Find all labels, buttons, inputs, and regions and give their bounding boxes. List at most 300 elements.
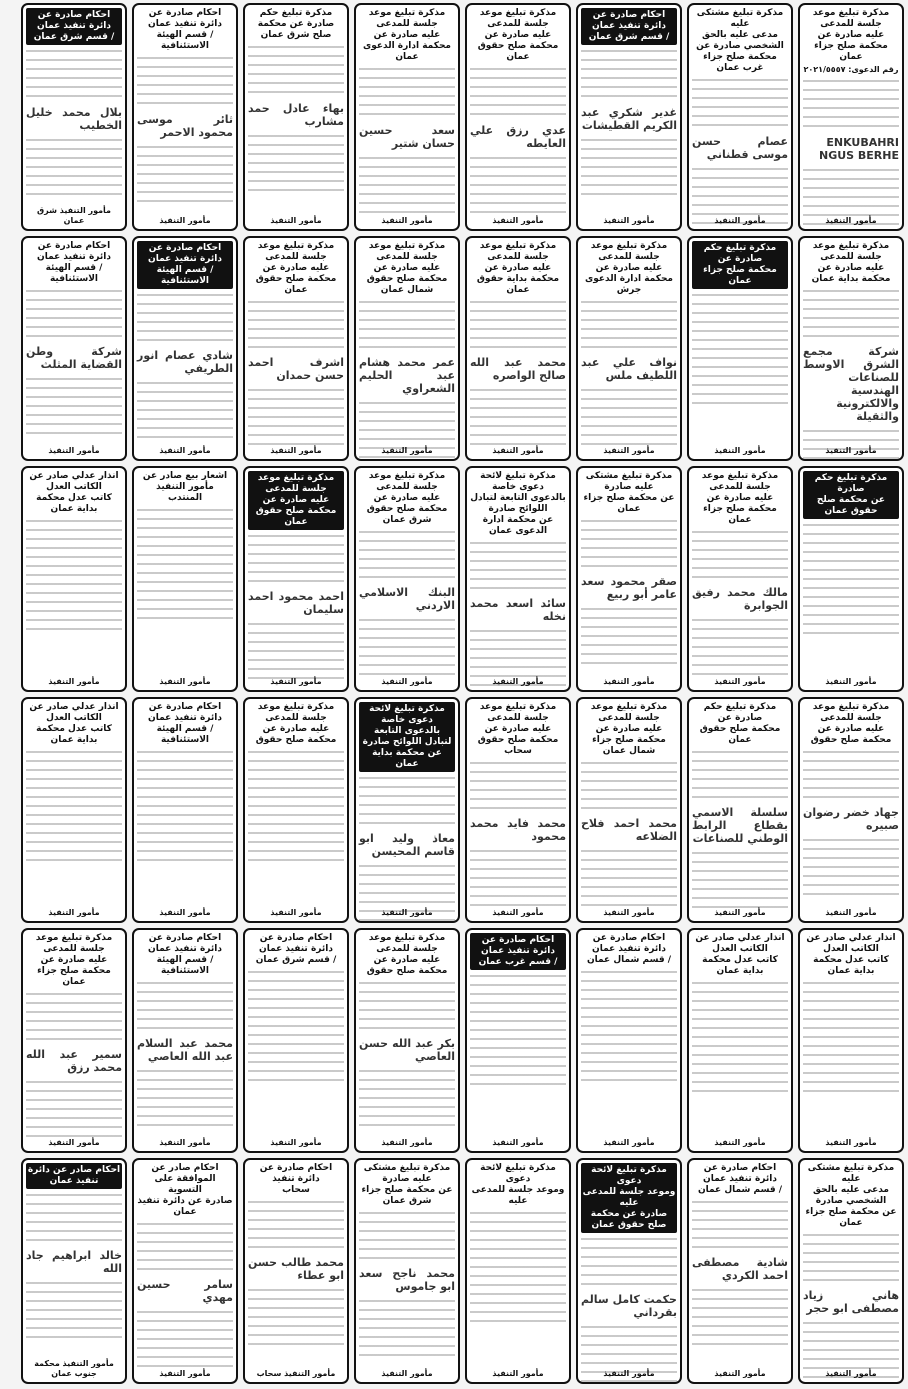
body-text-lines bbox=[470, 154, 566, 216]
legal-notice bbox=[687, 928, 793, 1153]
legal-notice bbox=[687, 236, 793, 461]
notice-footer: مأمور التنفيذ bbox=[159, 446, 211, 455]
party-name: محمد احمد فلاح الضلاعه bbox=[581, 817, 677, 844]
body-text-lines bbox=[248, 968, 344, 1022]
notice-header: مذكرة تبليغ موعد جلسة للمدعى عليه صادرة عن محكمة صلح حقوق عمان bbox=[248, 471, 344, 530]
notice-body bbox=[359, 65, 455, 203]
party-name: محمد طالب حسن ابو عطاء bbox=[248, 1256, 344, 1283]
body-text-lines bbox=[248, 1286, 344, 1347]
legal-notice bbox=[576, 466, 682, 692]
body-text-lines bbox=[581, 968, 677, 1022]
notice-footer: مأمور التنفيذ bbox=[825, 216, 877, 225]
notice-header: انذار عدلي صادر عن الكاتب العدل كاتب عدل محكمة بداية عمان bbox=[29, 471, 119, 514]
notice-body bbox=[581, 298, 677, 433]
notice-footer: مأمور التنفيذ bbox=[381, 908, 433, 917]
party-name: محمد عبد السلام عبد الله العاصي bbox=[137, 1037, 233, 1063]
party-name: بلال محمد خليل الخطيب bbox=[26, 106, 122, 133]
legal-notice bbox=[132, 928, 238, 1153]
body-text-lines bbox=[359, 65, 455, 120]
notice-header: انذار عدلي صادر عن الكاتب العدل كاتب عدل محكمة بداية عمان bbox=[695, 933, 785, 976]
legal-notice bbox=[21, 697, 127, 923]
body-text-lines bbox=[26, 1078, 122, 1139]
body-text-lines bbox=[692, 1033, 788, 1094]
body-text-lines bbox=[803, 836, 899, 897]
notice-body bbox=[470, 759, 566, 895]
notice-body bbox=[470, 1209, 566, 1345]
body-text-lines bbox=[470, 386, 566, 447]
party-name: بكر عبد الله حسن العاصي bbox=[359, 1037, 455, 1063]
body-text-lines bbox=[803, 575, 899, 636]
notice-footer: مأمور التنفيذ bbox=[270, 1138, 322, 1147]
legal-notice bbox=[21, 1158, 127, 1384]
legal-notice bbox=[465, 3, 571, 231]
notice-header: مذكرة تبليغ لائحة دعوى خاصة بالدعوى التابعة لتبادل اللوائح صادرة عن محكمة بداية عمان bbox=[359, 702, 455, 772]
body-text-lines bbox=[470, 847, 566, 908]
case-number: رقم الدعوى: ٢٠٢١/٥٥٥٧ bbox=[803, 65, 899, 74]
notice-header: مذكرة تبليغ موعد جلسة للمدعى عليه صادرة عن محكمة صلح حقوق bbox=[366, 933, 448, 976]
notice-header: مذكرة تبليغ موعد جلسة للمدعى عليه صادرة عن محكمة بداية حقوق عمان bbox=[476, 241, 560, 295]
notice-footer: مأمور التنفيذ bbox=[825, 1369, 877, 1378]
body-text-lines bbox=[692, 1286, 788, 1347]
body-text-lines bbox=[803, 1033, 899, 1094]
notice-body bbox=[581, 47, 677, 185]
body-text-lines bbox=[803, 748, 899, 802]
body-text-lines bbox=[359, 298, 455, 352]
body-text-lines bbox=[470, 1263, 566, 1324]
notice-footer: مأمور التنفيذ bbox=[48, 1138, 100, 1147]
party-name: مالك محمد رفيق الجوابرة bbox=[692, 586, 788, 613]
notice-footer: مأمور التنفيذ bbox=[825, 1138, 877, 1147]
notice-header: مذكرة تبليغ مشتكى عليه مدعى عليه بالحق الشخصي صادرة عن محكمة صلح جزاء غرب عمان bbox=[696, 8, 784, 73]
body-text-lines bbox=[137, 1067, 233, 1128]
legal-notice bbox=[576, 3, 682, 231]
party-name: شادي عصام انور الطريفي bbox=[137, 349, 233, 375]
body-text-lines bbox=[137, 802, 233, 863]
body-text-lines bbox=[470, 972, 566, 1026]
notice-header: مذكرة تبليغ موعد جلسة للمدعى عليه صادرة عن محكمة صلح حقوق bbox=[255, 702, 337, 745]
notice-body bbox=[248, 532, 344, 668]
notice-body bbox=[137, 748, 233, 884]
notice-body bbox=[248, 968, 344, 1103]
notice-footer: مأمور التنفيذ bbox=[270, 446, 322, 455]
body-text-lines bbox=[359, 616, 455, 677]
body-text-lines bbox=[26, 802, 122, 863]
notice-footer: مأمور التنفيذ bbox=[603, 216, 655, 225]
body-text-lines bbox=[137, 560, 233, 621]
notice-header: مذكرة تبليغ حكم صادرة عن محكمة صلح حقوق عمان bbox=[699, 702, 781, 745]
party-name: اشرف احمد حسن حمدان bbox=[248, 356, 344, 382]
legal-notice bbox=[576, 236, 682, 461]
body-text-lines bbox=[470, 759, 566, 813]
body-text-lines bbox=[137, 143, 233, 205]
notice-footer: مأمور التنفيذ bbox=[492, 1369, 544, 1378]
notice-body bbox=[137, 979, 233, 1114]
notice-body bbox=[803, 287, 899, 422]
body-text-lines bbox=[26, 375, 122, 436]
body-text-lines bbox=[692, 1198, 788, 1252]
notice-header: مذكرة تبليغ موعد جلسة للمدعى عليه صادرة عن محكمة ادارة الدعوى عمان bbox=[362, 8, 452, 62]
notice-header: مذكرة تبليغ موعد جلسة للمدعى عليه صادرة عن محكمة صلح حقوق سحاب bbox=[477, 702, 559, 756]
legal-notice bbox=[21, 236, 127, 461]
notice-footer: مأمور التنفيذ bbox=[825, 908, 877, 917]
notice-body bbox=[248, 748, 344, 884]
legal-notice bbox=[354, 3, 460, 231]
notice-footer: مأمور التنفيذ bbox=[381, 1369, 433, 1378]
notice-footer: مأمور التنفيذ سحاب bbox=[256, 1369, 336, 1378]
party-name: سائد اسعد محمد نخله bbox=[470, 597, 566, 624]
notice-footer: مأمور التنفيذ محكمة جنوب عمان bbox=[34, 1359, 114, 1378]
notice-header: مذكرة تبليغ لائحة دعوى خاصة بالدعوى التابعة لتبادل اللوائح صادرة عن محكمة ادارة الدعوى عمان bbox=[470, 471, 566, 536]
body-text-lines bbox=[359, 154, 455, 216]
party-name: احمد محمود احمد سليمان bbox=[248, 590, 344, 617]
notice-footer: مأمور التنفيذ bbox=[714, 1138, 766, 1147]
body-text-lines bbox=[581, 847, 677, 908]
notice-footer: مأمور التنفيذ bbox=[159, 908, 211, 917]
party-name: ENKUBAHRI NGUS BERHE bbox=[818, 136, 899, 163]
notice-header: مذكرة تبليغ لائحة دعوى وموعد جلسة للمدعى عليه bbox=[471, 1163, 565, 1206]
body-text-lines bbox=[137, 506, 233, 560]
notice-header: اشعار بيع صادر عن مأمور التنفيذ المنتدب bbox=[142, 471, 228, 503]
notice-header: احكام صادر عن الموافقة على التسوية صادرة عن دائرة تنفيذ عمان bbox=[137, 1163, 233, 1217]
notice-footer: مأمور التنفيذ bbox=[381, 677, 433, 686]
notice-header: مذكرة تبليغ موعد جلسة للمدعى عليه صادرة عن محكمة صلح حقوق bbox=[810, 702, 892, 745]
notice-body bbox=[137, 1220, 233, 1356]
body-text-lines bbox=[26, 47, 122, 102]
body-text-lines bbox=[359, 1209, 455, 1263]
body-text-lines bbox=[581, 1022, 677, 1083]
notice-body bbox=[137, 291, 233, 426]
notice-header: مذكرة تبليغ مشتكى عليه مدعى عليه بالحق الشخصي صادرة عن محكمة صلح جزاء عمان bbox=[805, 1163, 897, 1228]
legal-notice bbox=[687, 1158, 793, 1384]
party-name: ثائر موسى محمود الاحمر bbox=[137, 113, 233, 140]
notice-footer: مأمور التنفيذ bbox=[159, 1369, 211, 1378]
legal-notice bbox=[132, 236, 238, 461]
notice-body bbox=[470, 298, 566, 433]
body-text-lines bbox=[581, 136, 677, 198]
body-text-lines bbox=[248, 532, 344, 586]
legal-notice bbox=[21, 928, 127, 1153]
notice-header: مذكرة تبليغ موعد جلسة للمدعى عليه صادرة عن محكمة صلح جزاء شمال عمان bbox=[590, 702, 668, 756]
notice-body bbox=[359, 298, 455, 433]
legal-notice bbox=[354, 697, 460, 923]
notice-header: احكام صادرة عن دائرة تنفيذ عمان / قسم الهيئة الاستئنافية bbox=[137, 241, 233, 289]
legal-notice bbox=[465, 697, 571, 923]
body-text-lines bbox=[470, 65, 566, 120]
body-text-lines bbox=[26, 748, 122, 802]
legal-notice bbox=[798, 236, 904, 461]
body-text-lines bbox=[248, 386, 344, 447]
notice-header: احكام صادرة عن دائرة تنفيذ عمان / قسم شرق عمان bbox=[255, 933, 337, 965]
body-text-lines bbox=[581, 1235, 677, 1289]
notice-body bbox=[803, 979, 899, 1114]
legal-notice bbox=[798, 928, 904, 1153]
notice-body bbox=[359, 774, 455, 910]
party-name: هاني زياد مصطفى ابو حجر bbox=[803, 1289, 899, 1316]
notice-body bbox=[359, 528, 455, 664]
body-text-lines bbox=[692, 616, 788, 677]
body-text-lines bbox=[803, 287, 899, 341]
body-text-lines bbox=[248, 298, 344, 352]
notice-header: احكام صادرة عن دائرة تنفيذ عمان / قسم الهيئة الاستئنافية bbox=[148, 8, 222, 51]
notice-body bbox=[692, 76, 788, 214]
legal-notice bbox=[21, 466, 127, 692]
notice-header: مذكرة تبليغ مشتكى عليه صادرة عن محكمة صلح جزاء شرق عمان bbox=[361, 1163, 453, 1206]
party-name: محمد فايد محمد محمود bbox=[470, 817, 566, 844]
notice-body bbox=[692, 1198, 788, 1334]
notice-header: احكام صادرة عن دائرة تنفيذ سحاب bbox=[259, 1163, 333, 1195]
notice-header: احكام صادرة عن دائرة تنفيذ عمان / قسم شرق عمان bbox=[26, 8, 122, 45]
legal-notice bbox=[687, 3, 793, 231]
legal-notice bbox=[354, 466, 460, 692]
notice-body bbox=[470, 972, 566, 1107]
notice-body bbox=[248, 43, 344, 181]
party-name: سعد حسين حسان شتير bbox=[359, 124, 455, 151]
notice-footer: مأمور التنفيذ bbox=[603, 446, 655, 455]
body-text-lines bbox=[692, 291, 788, 345]
body-text-lines bbox=[581, 298, 677, 352]
legal-notice bbox=[132, 697, 238, 923]
body-text-lines bbox=[248, 802, 344, 863]
legal-notice bbox=[243, 1158, 349, 1384]
party-name: شركة وطن القضاية المثلث bbox=[26, 345, 122, 371]
legal-notice bbox=[354, 236, 460, 461]
body-text-lines bbox=[470, 1026, 566, 1087]
notice-body bbox=[26, 517, 122, 653]
body-text-lines bbox=[137, 748, 233, 802]
legal-notice bbox=[243, 466, 349, 692]
notice-body bbox=[137, 54, 233, 192]
legal-notice bbox=[687, 466, 793, 692]
body-text-lines bbox=[248, 1198, 344, 1252]
notice-body bbox=[692, 291, 788, 426]
legal-notice bbox=[132, 1158, 238, 1384]
notice-body bbox=[26, 1191, 122, 1327]
party-name: شركة مجمع الشرق الاوسط للصناعات الهندسية والالكترونية والثقيلة bbox=[803, 345, 899, 423]
body-text-lines bbox=[248, 620, 344, 681]
notice-body bbox=[803, 1231, 899, 1367]
party-name: عمر محمد هشام عبد الحليم الشعراوي bbox=[359, 356, 455, 395]
notice-footer: مأمور التنفيذ bbox=[270, 908, 322, 917]
notice-footer: مأمور التنفيذ bbox=[603, 908, 655, 917]
party-name: معاذ وليد ابو قاسم المحيسن bbox=[359, 832, 455, 859]
legal-notice bbox=[576, 928, 682, 1153]
notice-body bbox=[26, 287, 122, 422]
body-text-lines bbox=[359, 1067, 455, 1128]
notice-body bbox=[470, 539, 566, 675]
notice-footer: مأمور التنفيذ bbox=[714, 216, 766, 225]
notice-header: احكام صادرة عن دائرة تنفيذ عمان / قسم الهيئة الاستئنافية bbox=[37, 241, 111, 284]
party-name: نواف علي عبد اللطيف ملس bbox=[581, 356, 677, 382]
notice-footer: مأمور التنفيذ bbox=[603, 1369, 655, 1378]
notice-header: مذكرة تبليغ حكم صادرة عن محكمة صلح حقوق عمان bbox=[803, 471, 899, 519]
body-text-lines bbox=[692, 979, 788, 1033]
notice-header: احكام صادرة عن دائرة تنفيذ عمان / قسم غرب عمان bbox=[470, 933, 566, 970]
body-text-lines bbox=[26, 571, 122, 632]
notice-header: مذكرة تبليغ حكم صادرة عن محكمة صلح جزاء عمان bbox=[692, 241, 788, 289]
body-text-lines bbox=[581, 517, 677, 571]
notice-body bbox=[803, 521, 899, 657]
body-text-lines bbox=[581, 386, 677, 447]
notice-body bbox=[26, 990, 122, 1125]
party-name: سامر حسين مهدي bbox=[137, 1278, 233, 1305]
notice-footer: مأمور التنفيذ bbox=[492, 446, 544, 455]
notice-footer: مأمور التنفيذ bbox=[603, 1138, 655, 1147]
notice-footer: مأمور التنفيذ bbox=[48, 677, 100, 686]
notice-footer: مأمور التنفيذ bbox=[492, 677, 544, 686]
party-name: سلسلة الاسمي بقطاع الرابط الوطني للصناعات bbox=[692, 806, 788, 846]
notice-header: انذار عدلي صادر عن الكاتب العدل كاتب عدل محكمة بداية عمان bbox=[29, 702, 119, 745]
legal-notice bbox=[798, 3, 904, 231]
notice-body bbox=[692, 979, 788, 1114]
notice-footer: مأمور التنفيذ bbox=[714, 446, 766, 455]
body-text-lines bbox=[26, 287, 122, 341]
notice-body bbox=[359, 1209, 455, 1345]
notice-body bbox=[692, 748, 788, 884]
notice-header: مذكرة تبليغ موعد جلسة للمدعى عليه صادرة عن محكمة ادارة الدعوى جرش bbox=[584, 241, 674, 295]
legal-notice bbox=[576, 1158, 682, 1384]
notice-footer: مأمور التنفيذ bbox=[492, 1138, 544, 1147]
legal-notice bbox=[354, 1158, 460, 1384]
body-text-lines bbox=[248, 1022, 344, 1083]
body-text-lines bbox=[359, 1297, 455, 1358]
notice-body bbox=[26, 47, 122, 185]
party-name: غدير شكري عبد الكريم القطيشات bbox=[581, 106, 677, 133]
body-text-lines bbox=[470, 539, 566, 593]
party-name: عصام حسن موسى قطناني bbox=[692, 135, 788, 162]
body-text-lines bbox=[692, 528, 788, 582]
notice-header: مذكرة تبليغ موعد جلسة للمدعى عليه صادرة عن محكمة صلح حقوق شرق عمان bbox=[366, 471, 448, 525]
notice-footer: مأمور التنفيذ bbox=[714, 908, 766, 917]
notice-footer: مأمور التنفيذ bbox=[603, 677, 655, 686]
body-text-lines bbox=[137, 379, 233, 440]
body-text-lines bbox=[803, 1231, 899, 1285]
notice-footer: مأمور التنفيذ bbox=[270, 677, 322, 686]
body-text-lines bbox=[26, 990, 122, 1044]
notice-body bbox=[803, 77, 899, 215]
notice-footer: مأمور التنفيذ bbox=[714, 677, 766, 686]
notice-footer: مأمور التنفيذ bbox=[492, 216, 544, 225]
party-name: جهاد خضر رضوان صبيره bbox=[803, 806, 899, 833]
body-text-lines bbox=[692, 345, 788, 406]
notice-header: مذكرة تبليغ موعد جلسة للمدعى عليه صادرة عن محكمة صلح جزاء عمان bbox=[812, 8, 890, 62]
body-text-lines bbox=[359, 774, 455, 828]
body-text-lines bbox=[137, 979, 233, 1033]
notice-header: مذكرة تبليغ موعد جلسة للمدعى عليه صادرة عن محكمة صلح حقوق شمال عمان bbox=[366, 241, 448, 295]
body-text-lines bbox=[692, 76, 788, 131]
legal-notice bbox=[132, 3, 238, 231]
legal-notice bbox=[243, 697, 349, 923]
body-text-lines bbox=[248, 132, 344, 194]
party-name: البنك الاسلامي الاردني bbox=[359, 586, 455, 613]
party-name: شادية مصطفى احمد الكردي bbox=[692, 1256, 788, 1283]
notice-footer: مأمور التنفيذ bbox=[48, 446, 100, 455]
notice-footer: مأمور التنفيذ bbox=[381, 216, 433, 225]
notice-footer: مأمور التنفيذ bbox=[270, 216, 322, 225]
body-text-lines bbox=[248, 748, 344, 802]
party-name: محمد عبد الله صالح الواصره bbox=[470, 356, 566, 382]
body-text-lines bbox=[692, 849, 788, 910]
notice-footer: مأمور التنفيذ bbox=[381, 446, 433, 455]
notice-body bbox=[692, 528, 788, 664]
body-text-lines bbox=[581, 605, 677, 666]
notice-header: احكام صادرة عن دائرة تنفيذ عمان / قسم الهيئة الاستئنافية bbox=[148, 933, 222, 976]
notice-header: احكام صادرة عن دائرة تنفيذ عمان / قسم شمال عمان bbox=[586, 933, 672, 965]
legal-notice bbox=[243, 3, 349, 231]
legal-notice bbox=[465, 236, 571, 461]
notice-footer: مأمور التنفيذ bbox=[159, 216, 211, 225]
body-text-lines bbox=[26, 1279, 122, 1340]
party-name: محمد ناجح سعد ابو جاموس bbox=[359, 1267, 455, 1294]
notice-header: مذكرة تبليغ موعد جلسة للمدعى عليه صادرة عن محكمة صلح حقوق عمان bbox=[477, 8, 559, 62]
notice-header: مذكرة تبليغ موعد جلسة للمدعى عليه صادرة عن محكمة صلح حقوق عمان bbox=[255, 241, 337, 295]
body-text-lines bbox=[137, 1220, 233, 1274]
legal-notice bbox=[687, 697, 793, 923]
party-name: عدي رزق علي العايطه bbox=[470, 124, 566, 151]
body-text-lines bbox=[803, 77, 899, 132]
notice-header: مذكرة تبليغ موعد جلسة للمدعى عليه صادرة عن محكمة صلح جزاء عمان bbox=[35, 933, 113, 987]
notice-header: مذكرة تبليغ لائحة دعوى وموعد جلسة للمدعى عليه صادرة عن محكمة صلح حقوق عمان bbox=[581, 1163, 677, 1233]
notice-header: احكام صادرة عن دائرة تنفيذ عمان / قسم شمال عمان bbox=[697, 1163, 783, 1195]
party-name: خالد ابراهيم جاد الله bbox=[26, 1249, 122, 1276]
body-text-lines bbox=[359, 979, 455, 1033]
notice-body bbox=[137, 506, 233, 642]
notice-header: انذار عدلي صادر عن الكاتب العدل كاتب عدل محكمة بداية عمان bbox=[806, 933, 896, 976]
body-text-lines bbox=[248, 43, 344, 98]
party-name: بهاء عادل حمد مشارب bbox=[248, 102, 344, 129]
notice-header: احكام صادرة عن دائرة تنفيذ عمان / قسم شرق عمان bbox=[581, 8, 677, 45]
body-text-lines bbox=[470, 1209, 566, 1263]
body-text-lines bbox=[470, 298, 566, 352]
notice-footer: مأمور التنفيذ bbox=[825, 446, 877, 455]
body-text-lines bbox=[803, 979, 899, 1033]
notice-body bbox=[803, 748, 899, 884]
legal-notice bbox=[465, 466, 571, 692]
notice-footer: مأمور التنفيذ bbox=[159, 1138, 211, 1147]
notice-header: مذكرة تبليغ موعد جلسة للمدعى عليه صادرة عن محكمة صلح جزاء عمان bbox=[701, 471, 779, 525]
notice-body bbox=[26, 748, 122, 884]
notice-footer: مأمور التنفيذ bbox=[714, 1369, 766, 1378]
body-text-lines bbox=[581, 759, 677, 813]
legal-notice bbox=[576, 697, 682, 923]
body-text-lines bbox=[803, 521, 899, 575]
notice-body bbox=[581, 1235, 677, 1371]
body-text-lines bbox=[137, 1308, 233, 1369]
notice-footer: مأمور التنفيذ bbox=[825, 677, 877, 686]
body-text-lines bbox=[359, 528, 455, 582]
body-text-lines bbox=[137, 54, 233, 109]
party-name: سمير عبد الله محمد رزق bbox=[26, 1048, 122, 1074]
body-text-lines bbox=[26, 1191, 122, 1245]
party-name: حكمت كامل سالم بقرداني bbox=[581, 1293, 677, 1320]
notice-body bbox=[248, 1198, 344, 1334]
notice-footer: مأمور التنفيذ شرق عمان bbox=[36, 206, 112, 225]
body-text-lines bbox=[26, 136, 122, 198]
notice-footer: مأمور التنفيذ bbox=[381, 1138, 433, 1147]
notice-body bbox=[581, 968, 677, 1103]
legal-notice bbox=[798, 466, 904, 692]
legal-notice bbox=[465, 928, 571, 1153]
notice-footer: مأمور التنفيذ bbox=[492, 908, 544, 917]
notice-header: احكام صادرة عن دائرة تنفيذ عمان / قسم الهيئة الاستئنافية bbox=[148, 702, 222, 745]
notice-header: مذكرة تبليغ موعد جلسة للمدعى عليه صادرة عن محكمة بداية عمان bbox=[811, 241, 891, 284]
legal-notice bbox=[132, 466, 238, 692]
legal-notice bbox=[243, 236, 349, 461]
body-text-lines bbox=[26, 517, 122, 571]
body-text-lines bbox=[692, 748, 788, 802]
body-text-lines bbox=[581, 47, 677, 102]
legal-notice bbox=[243, 928, 349, 1153]
notice-body bbox=[581, 517, 677, 653]
